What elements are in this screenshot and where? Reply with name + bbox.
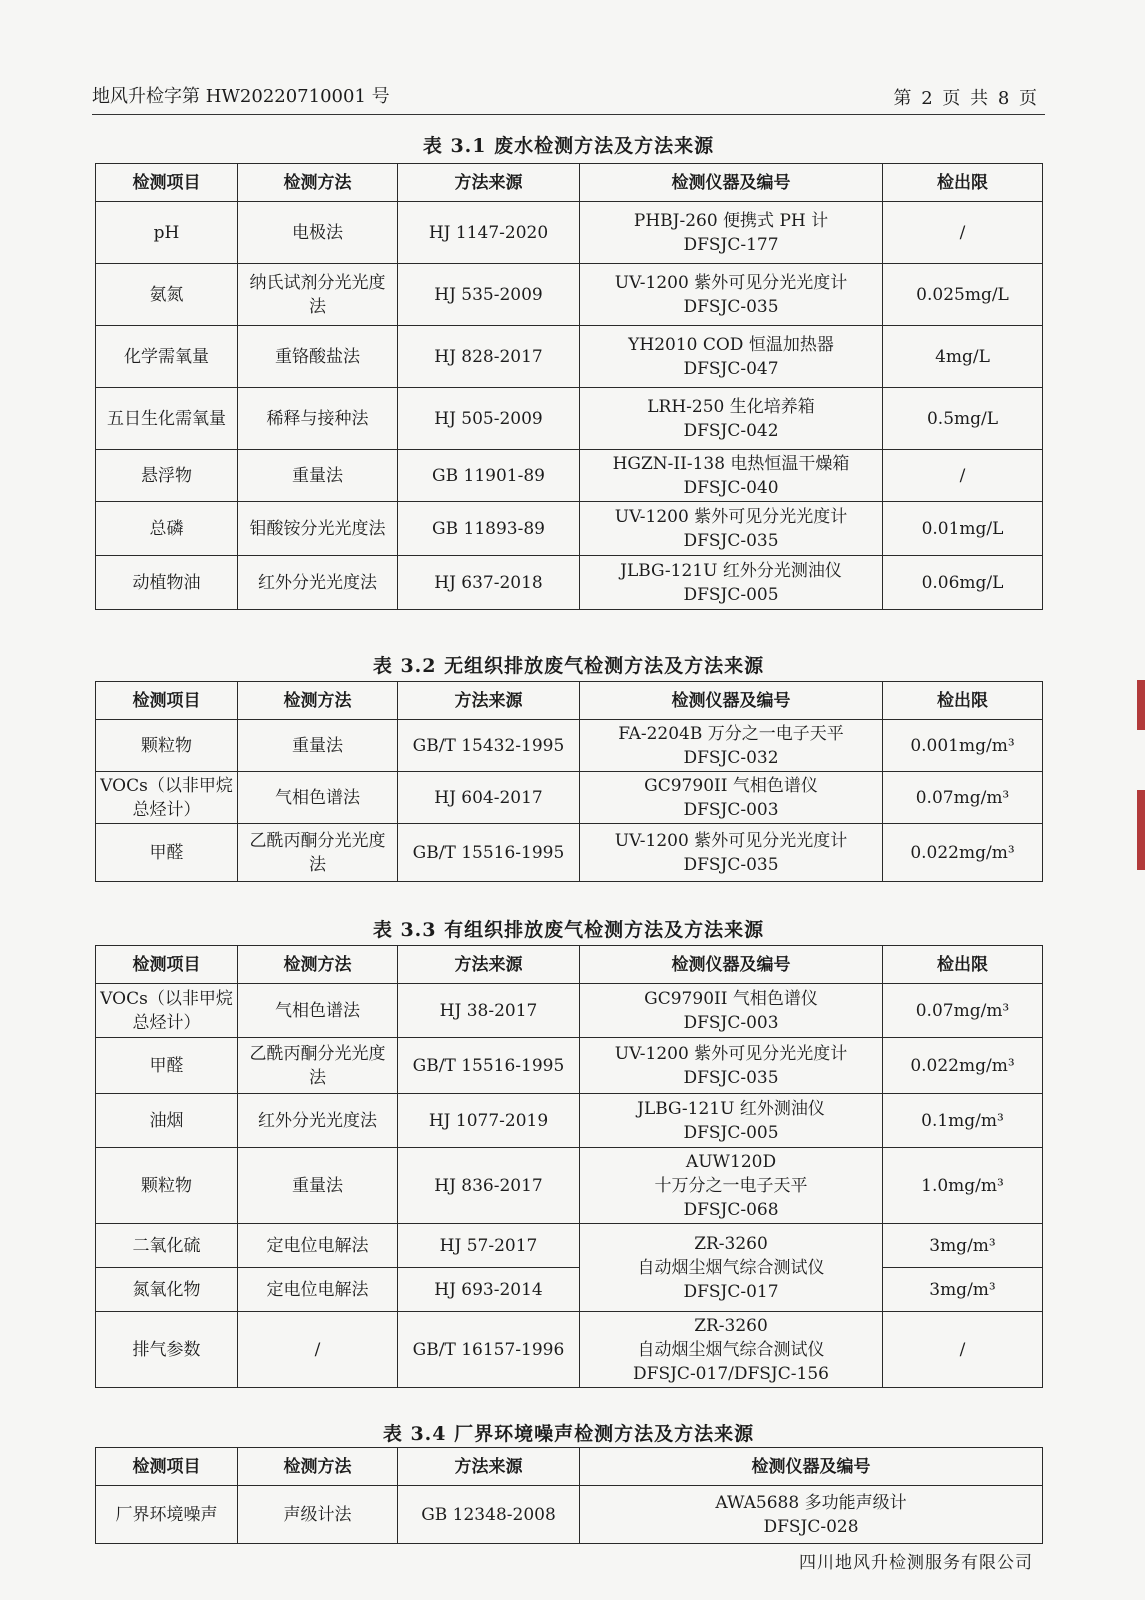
cell-source: HJ 693-2014 — [398, 1268, 580, 1312]
cell-item: 厂界环境噪声 — [96, 1486, 238, 1544]
col-instrument: 检测仪器及编号 — [580, 1448, 1043, 1486]
col-method: 检测方法 — [238, 946, 398, 984]
cell-method: 定电位电解法 — [238, 1224, 398, 1268]
table-header-row — [96, 946, 1043, 984]
cell-source: GB/T 16157-1996 — [398, 1312, 580, 1388]
cell-instrument: ZR-3260 自动烟尘烟气综合测试仪 DFSJC-017/DFSJC-156 — [580, 1312, 883, 1388]
cell-method: 气相色谱法 — [238, 772, 398, 824]
cell-limit: 3mg/m³ — [883, 1224, 1043, 1268]
cell-method: 纳氏试剂分光光度法 — [238, 264, 398, 326]
report-number: 地风升检字第 HW20220710001 号 — [92, 86, 390, 107]
table-row — [96, 772, 1043, 824]
cell-source: HJ 828-2017 — [398, 326, 580, 388]
cell-limit: 0.022mg/m³ — [883, 824, 1043, 882]
cell-item: 颗粒物 — [96, 720, 238, 772]
red-edge-mark — [1137, 680, 1145, 730]
cell-method: 重铬酸盐法 — [238, 326, 398, 388]
cell-source: HJ 1077-2019 — [398, 1094, 580, 1148]
table-3-1-wastewater — [95, 163, 1043, 610]
col-source: 方法来源 — [398, 1448, 580, 1486]
col-limit: 检出限 — [883, 946, 1043, 984]
cell-method: 定电位电解法 — [238, 1268, 398, 1312]
cell-item: 总磷 — [96, 502, 238, 556]
table-row — [96, 984, 1043, 1038]
table-row — [96, 326, 1043, 388]
col-method: 检测方法 — [238, 1448, 398, 1486]
page-number: 第 2 页 共 8 页 — [893, 88, 1039, 109]
cell-source: HJ 604-2017 — [398, 772, 580, 824]
cell-method: 重量法 — [238, 450, 398, 502]
cell-item: VOCs（以非甲烷总烃计） — [96, 772, 238, 824]
table-3-4-noise — [95, 1447, 1043, 1544]
cell-source: HJ 637-2018 — [398, 556, 580, 610]
cell-limit: 0.07mg/m³ — [883, 772, 1043, 824]
cell-limit: / — [883, 450, 1043, 502]
col-item: 检测项目 — [96, 682, 238, 720]
cell-limit: / — [883, 202, 1043, 264]
cell-method: 电极法 — [238, 202, 398, 264]
col-source: 方法来源 — [398, 946, 580, 984]
cell-instrument: UV-1200 紫外可见分光光度计 DFSJC-035 — [580, 264, 883, 326]
col-method: 检测方法 — [238, 682, 398, 720]
cell-source: GB 11893-89 — [398, 502, 580, 556]
cell-source: HJ 535-2009 — [398, 264, 580, 326]
cell-method: 钼酸铵分光光度法 — [238, 502, 398, 556]
cell-instrument-shared: ZR-3260 自动烟尘烟气综合测试仪 DFSJC-017 — [580, 1224, 883, 1312]
table-header-row — [96, 682, 1043, 720]
cell-instrument: FA-2204B 万分之一电子天平 DFSJC-032 — [580, 720, 883, 772]
table-row — [96, 1312, 1043, 1388]
table-row — [96, 1148, 1043, 1224]
cell-instrument: YH2010 COD 恒温加热器 DFSJC-047 — [580, 326, 883, 388]
cell-item: 颗粒物 — [96, 1148, 238, 1224]
cell-item: 氨氮 — [96, 264, 238, 326]
cell-item: pH — [96, 202, 238, 264]
cell-method: 重量法 — [238, 720, 398, 772]
cell-instrument: GC9790II 气相色谱仪 DFSJC-003 — [580, 772, 883, 824]
table-row — [96, 502, 1043, 556]
table-3-3-organized-emission — [95, 945, 1043, 1388]
table-row — [96, 1038, 1043, 1094]
cell-instrument: UV-1200 紫外可见分光光度计 DFSJC-035 — [580, 502, 883, 556]
cell-instrument: PHBJ-260 便携式 PH 计 DFSJC-177 — [580, 202, 883, 264]
col-method: 检测方法 — [238, 164, 398, 202]
cell-method: 重量法 — [238, 1148, 398, 1224]
cell-item: 甲醛 — [96, 824, 238, 882]
table-header-row — [96, 164, 1043, 202]
table-row — [96, 720, 1043, 772]
cell-instrument: LRH-250 生化培养箱 DFSJC-042 — [580, 388, 883, 450]
cell-instrument: AWA5688 多功能声级计 DFSJC-028 — [580, 1486, 1043, 1544]
cell-limit: 0.06mg/L — [883, 556, 1043, 610]
table-row — [96, 202, 1043, 264]
cell-source: HJ 505-2009 — [398, 388, 580, 450]
cell-method: 气相色谱法 — [238, 984, 398, 1038]
col-item: 检测项目 — [96, 946, 238, 984]
cell-method: 稀释与接种法 — [238, 388, 398, 450]
table-row — [96, 450, 1043, 502]
cell-item: 油烟 — [96, 1094, 238, 1148]
table-3-2-caption: 表 3.2 无组织排放废气检测方法及方法来源 — [372, 655, 765, 677]
table-header-row — [96, 1448, 1043, 1486]
table-row — [96, 388, 1043, 450]
cell-method: 乙酰丙酮分光光度法 — [238, 824, 398, 882]
cell-method: 声级计法 — [238, 1486, 398, 1544]
table-3-3-caption: 表 3.3 有组织排放废气检测方法及方法来源 — [372, 919, 765, 941]
col-item: 检测项目 — [96, 1448, 238, 1486]
cell-instrument: JLBG-121U 红外测油仪 DFSJC-005 — [580, 1094, 883, 1148]
table-row — [96, 556, 1043, 610]
col-source: 方法来源 — [398, 682, 580, 720]
cell-source: HJ 836-2017 — [398, 1148, 580, 1224]
cell-source: HJ 1147-2020 — [398, 202, 580, 264]
cell-limit: 0.07mg/m³ — [883, 984, 1043, 1038]
cell-method: 乙酰丙酮分光光度法 — [238, 1038, 398, 1094]
cell-instrument: UV-1200 紫外可见分光光度计 DFSJC-035 — [580, 1038, 883, 1094]
cell-limit: 0.01mg/L — [883, 502, 1043, 556]
table-row — [96, 1094, 1043, 1148]
cell-instrument: UV-1200 紫外可见分光光度计 DFSJC-035 — [580, 824, 883, 882]
table-row — [96, 264, 1043, 326]
cell-method: 红外分光光度法 — [238, 1094, 398, 1148]
cell-source: GB/T 15516-1995 — [398, 824, 580, 882]
company-name: 四川地风升检测服务有限公司 — [799, 1553, 1033, 1573]
cell-limit: 3mg/m³ — [883, 1268, 1043, 1312]
table-row — [96, 824, 1043, 882]
cell-limit: 0.022mg/m³ — [883, 1038, 1043, 1094]
col-item: 检测项目 — [96, 164, 238, 202]
cell-limit: 4mg/L — [883, 326, 1043, 388]
red-edge-mark — [1137, 790, 1145, 870]
col-instrument: 检测仪器及编号 — [580, 164, 883, 202]
cell-item: 排气参数 — [96, 1312, 238, 1388]
cell-source: GB 11901-89 — [398, 450, 580, 502]
col-instrument: 检测仪器及编号 — [580, 946, 883, 984]
cell-instrument: JLBG-121U 红外分光测油仪 DFSJC-005 — [580, 556, 883, 610]
cell-item: 五日生化需氧量 — [96, 388, 238, 450]
cell-instrument: GC9790II 气相色谱仪 DFSJC-003 — [580, 984, 883, 1038]
cell-limit: 0.025mg/L — [883, 264, 1043, 326]
table-3-4-caption: 表 3.4 厂界环境噪声检测方法及方法来源 — [382, 1423, 755, 1445]
cell-item: 动植物油 — [96, 556, 238, 610]
cell-limit: / — [883, 1312, 1043, 1388]
cell-limit: 0.1mg/m³ — [883, 1094, 1043, 1148]
cell-method: 红外分光光度法 — [238, 556, 398, 610]
col-limit: 检出限 — [883, 682, 1043, 720]
cell-item: 氮氧化物 — [96, 1268, 238, 1312]
cell-source: GB/T 15516-1995 — [398, 1038, 580, 1094]
cell-instrument: HGZN-II-138 电热恒温干燥箱 DFSJC-040 — [580, 450, 883, 502]
table-3-2-fugitive-emission — [95, 681, 1043, 882]
cell-item: 二氧化硫 — [96, 1224, 238, 1268]
cell-source: HJ 57-2017 — [398, 1224, 580, 1268]
cell-item: VOCs（以非甲烷总烃计） — [96, 984, 238, 1038]
cell-source: HJ 38-2017 — [398, 984, 580, 1038]
col-source: 方法来源 — [398, 164, 580, 202]
table-row — [96, 1486, 1043, 1544]
cell-instrument: AUW120D 十万分之一电子天平 DFSJC-068 — [580, 1148, 883, 1224]
page-header — [92, 74, 1045, 115]
col-limit: 检出限 — [883, 164, 1043, 202]
cell-method: / — [238, 1312, 398, 1388]
cell-item: 甲醛 — [96, 1038, 238, 1094]
col-instrument: 检测仪器及编号 — [580, 682, 883, 720]
table-row — [96, 1268, 1043, 1312]
cell-source: GB/T 15432-1995 — [398, 720, 580, 772]
table-row — [96, 1224, 1043, 1268]
cell-source: GB 12348-2008 — [398, 1486, 580, 1544]
cell-limit: 0.5mg/L — [883, 388, 1043, 450]
cell-limit: 1.0mg/m³ — [883, 1148, 1043, 1224]
cell-item: 化学需氧量 — [96, 326, 238, 388]
cell-limit: 0.001mg/m³ — [883, 720, 1043, 772]
table-3-1-caption: 表 3.1 废水检测方法及方法来源 — [422, 135, 715, 157]
cell-item: 悬浮物 — [96, 450, 238, 502]
